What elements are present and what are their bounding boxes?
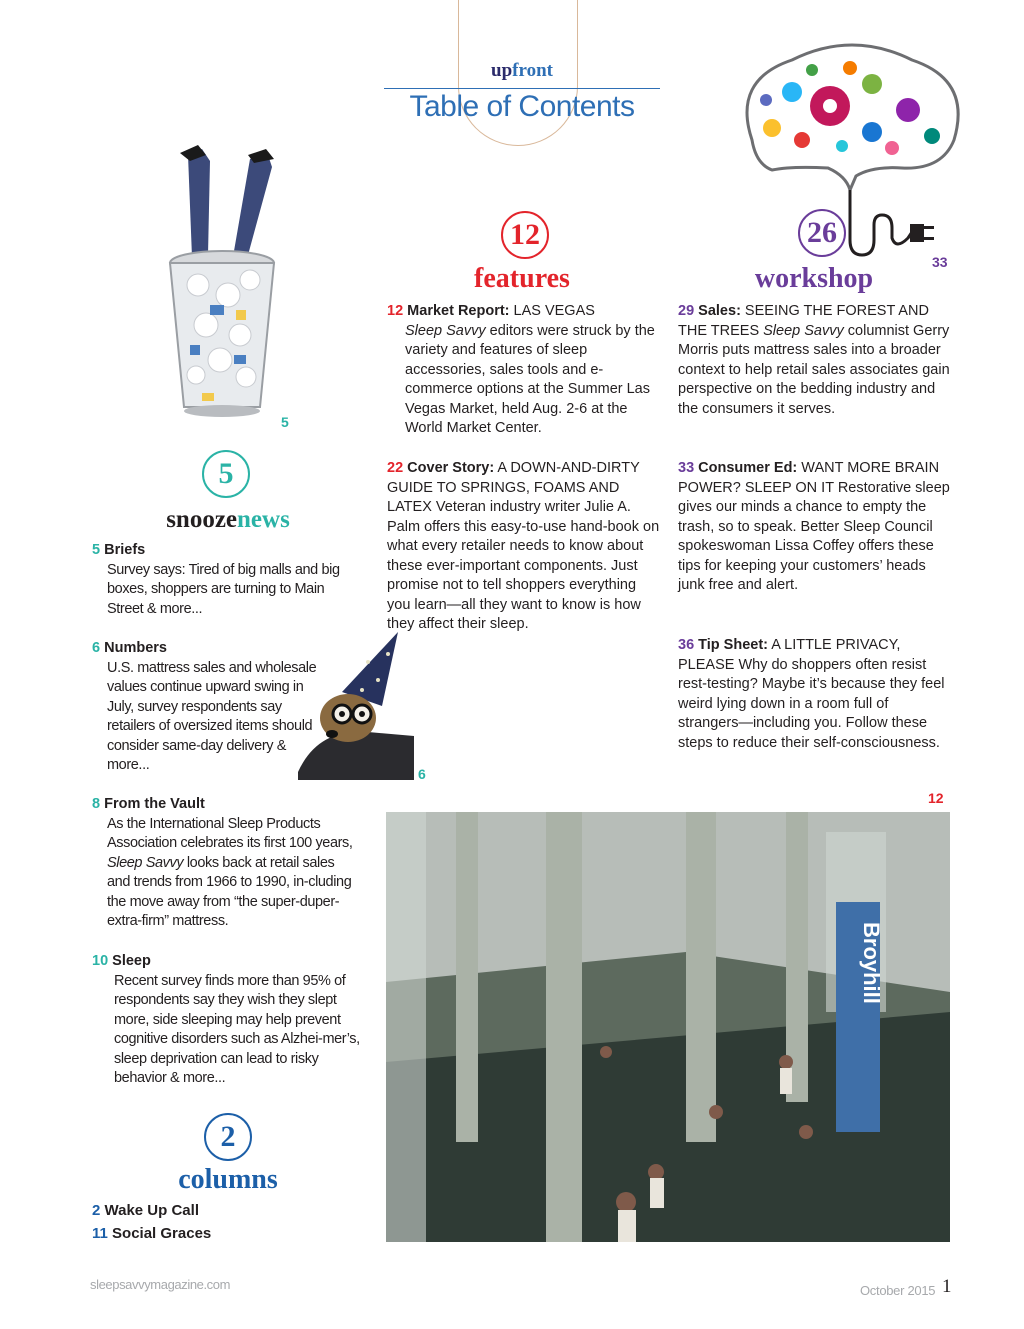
columns-number-circle: 2 — [204, 1113, 252, 1161]
trash-can-legs-image — [150, 145, 290, 435]
footer-url: sleepsavvymagazine.com — [90, 1277, 231, 1292]
columns-title: columns — [178, 1164, 278, 1195]
wizard-image-page-ref: 6 — [418, 766, 426, 782]
features-title: features — [474, 263, 570, 294]
page-title: Table of Contents — [409, 90, 635, 123]
photo-page-ref: 12 — [928, 790, 944, 806]
workshop-item-consumer-ed: 33 Consumer Ed: WANT MORE BRAIN POWER? SLEEP ON IT Restorative sleep gives our minds a chance to empty the trash, so to speak. Better Sleep Council spokeswoman Lissa Coffey offers these tips for keeping your customers’ heads junk free and alert. — [678, 460, 950, 593]
header-rule — [384, 88, 660, 89]
features-number-circle: 12 — [501, 211, 549, 259]
snoozenews-item-from-the-vault: 8 From the Vault As the International Sleep Products Association celebrates its first 100 years, Sleep Savvy looks back at retail sales and trends from 1966 to 1990, in-cluding the move away from “the super-duper-extra-firm” mattress. — [92, 796, 353, 929]
snoozenews-item-numbers: 6 Numbers U.S. mattress sales and wholesale values continue upward swing in July, survey respondents say retailers of oversized items should consider same-day delivery & more... — [92, 640, 317, 773]
columns-item-social-graces: 11 Social Graces — [92, 1225, 212, 1242]
footer-page-number: 1 — [942, 1276, 952, 1297]
brain-gears-image — [732, 40, 972, 270]
photo-banner-text: Broyhill — [859, 922, 884, 1004]
features-item-cover-story: 22 Cover Story: A DOWN-AND-DIRTY GUIDE TO SPRINGS, FOAMS AND LATEX Veteran industry writer Julie A. Palm offers this easy-to-use hand-book on what every retailer needs to know about these ever-important components. Just promise not to tell shoppers everything you learn—all they want to know is how they affect their sleep. — [387, 460, 660, 632]
workshop-item-sales: 29 Sales: SEEING THE FOREST AND THE TREES Sleep Savvy columnist Gerry Morris puts mattress sales into a broader context to help retail sales associates gain perspective on the bedding industry and the consumers it serves. — [678, 303, 950, 417]
workshop-title: workshop — [754, 263, 874, 294]
market-atrium-photo — [386, 812, 950, 1242]
workshop-item-tip-sheet: 36 Tip Sheet: A LITTLE PRIVACY, PLEASE Why do shoppers often resist rest-testing? Maybe it’s because they feel weird lying down in a room full of strangers—including you. Follow these steps to reduce their self-consciousness. — [678, 637, 945, 751]
trash-image-page-ref: 5 — [281, 414, 289, 430]
snoozenews-title: snoozenews — [166, 506, 290, 533]
columns-item-wake-up-call: 2 Wake Up Call — [92, 1202, 199, 1219]
footer-date: October 2015 — [860, 1283, 936, 1298]
workshop-number-circle: 26 — [798, 209, 846, 257]
section-kicker: upfront — [491, 60, 553, 81]
snoozenews-number-circle: 5 — [202, 450, 250, 498]
snoozenews-item-sleep: 10 Sleep Recent survey finds more than 95% of respondents say they wish they slept more, side sleeping may help prevent cognitive disorders such as Alzhei-mer’s, sleep deprivation can lead to risky behavior & more... — [92, 953, 360, 1086]
features-item-market-report: 12 Market Report: LAS VEGAS Sleep Savvy editors were struck by the variety and features of sleep accessories, sales tools and e-commerce options at the Summer Las Vegas Market, held Aug. 2-6 at the World Market Center. — [387, 303, 655, 436]
brain-image-page-ref: 33 — [932, 254, 948, 270]
snoozenews-item-briefs: 5 Briefs Survey says: Tired of big malls and big boxes, shoppers are turning to Main Street & more... — [92, 542, 340, 617]
